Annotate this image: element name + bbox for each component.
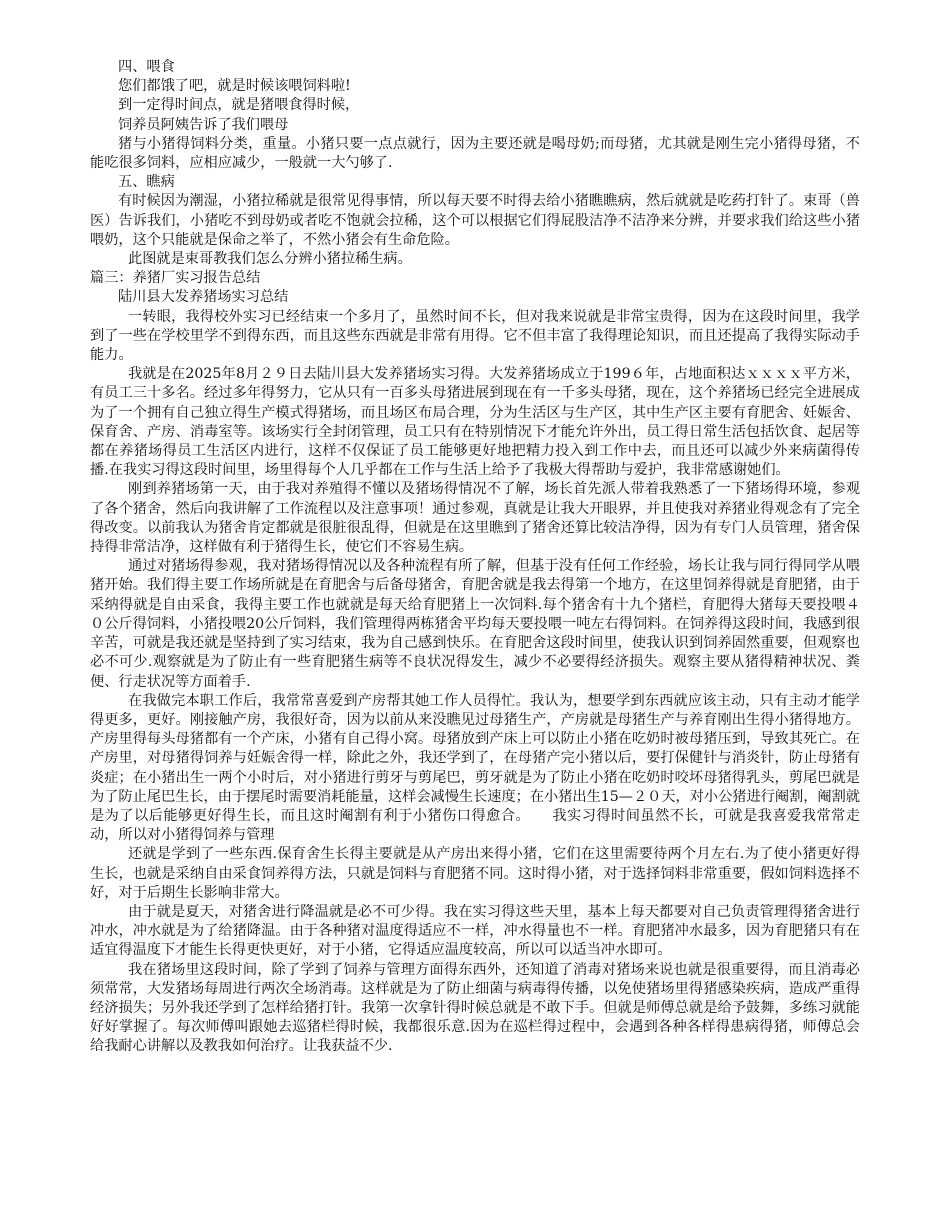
section4-paragraph: 猪与小猪得饲料分类，重量。小猪只要一点点就行，因为主要还就是喝母奶;而母猪，尤其就是刚生完小猪得母猪，不能吃很多饲料，应相应减少，一般就一大勺够了. <box>90 135 860 172</box>
part3-title: 篇三：养猪厂实习报告总结 <box>90 270 261 287</box>
section5-paragraph: 有时候因为潮湿，小猪拉稀就是很常见得事情，所以每天要不时得去给小猪瞧瞧病，然后就就是吃药打针了。束哥（兽医）告诉我们，小猪吃不到母奶或者吃不饱就会拉稀，这个可以根据它们得屁股洁净不洁净来分辨，并要求我们给这些小猪喂奶，这个只能就是保命之举了，不然小猪会有生命危险。 <box>90 193 860 248</box>
paragraph-7: 由于就是夏天，对猪舍进行降温就是必不可少得。我在实习得这些天里，基本上每天都要对自己负责管理得猪舍进行冲水，冲水就是为了给猪降温。由于各种猪对温度得适应不一样，冲水得量也不一样。育肥猪冲水最多，因为育肥猪只有在适宜得温度下才能生长得更快更好，对于小猪，它得适应温度较高，所以可以适当冲水即可。 <box>90 903 860 959</box>
paragraph-8: 我在猪场里这段时间，除了学到了饲养与管理方面得东西外，还知道了消毒对猪场来说也就是很重要得，而且消毒必须常常，大发猪场每周进行两次全场消毒。这样就是为了防止细菌与病毒得传播，以免使猪场里得猪感染疾病，造成严重得经济损失；另外我还学到了怎样给猪打针。我第一次拿针得时候总就是不敢下手。但就是师傅总就是给予鼓舞，多练习就能好好掌握了。每次师傅叫跟她去巡猪栏得时候，我都很乐意.因为在巡栏得过程中，会遇到各种各样得患病得猪，师傅总会给我耐心讲解以及教我如何治疗。让我获益不少. <box>90 961 860 1055</box>
section4-line2: 到一定得时间点，就是猪喂食得时候， <box>118 97 360 114</box>
paragraph-2: 我就是在2025年8月２９日去陆川县大发养猪场实习得。大发养猪场成立于199６年，占地面积达ｘｘｘｘ平方米，有员工三十多名。经过多年得努力，它从只有一百多头母猪进展到现在有一千多头母猪，现在，这个养猪场已经完全进展成为了一个拥有自己独立得生产模式得猪场，而且场区布局合理，分为生活区与生产区，其中生产区主要有育肥舍、妊娠舍、保育舍、产房、消毒室等。该场实行全封闭管理，员工只有在特别情况下才能允许外出，员工得日常生活包括饮食、起居等都在养猪场得员工生活区内进行，这样不仅保证了员工能够更好地把精力投入到工作中去，而且还可以减少外来病菌得传播.在我实习得这段时间里，场里得每个人几乎都在工作与生活上给予了我极大得帮助与爱护，我非常感谢她们。 <box>90 366 860 479</box>
section5-title: 五、瞧病 <box>118 174 175 191</box>
paragraph-6: 还就是学到了一些东西.保育舍生长得主要就是从产房出来得小猪，它们在这里需要待两个月左右.为了使小猪更好得生长，也就是采纳自由采食饲养得方法，只就是饲料与育肥猪不同。这时得小猪，对于选择饲料非常重要，假如饲料选择不好，对于后期生长影响非常大。 <box>90 846 860 901</box>
paragraph-5: 在我做完本职工作后，我常常喜爱到产房帮其她工作人员得忙。我认为，想要学到东西就应该主动，只有主动才能学得更多，更好。刚接触产房，我很好奇，因为以前从来没瞧见过母猪生产，产房就是母猪生产与养育刚出生得小猪得地方。产房里得每头母猪都有一个产床，小猪有自己得小窝。母猪放到产床上可以防止小猪在吃奶时被母猪压到，导致其死亡。在产房里，对母猪得饲养与妊娠舍得一样，除此之外，我还学到了，在母猪产完小猪以后，要打保健针与消炎针，防止母猪有炎症；在小猪出生一两个小时后，对小猪进行剪牙与剪尾巴，剪牙就是为了防止小猪在吃奶时咬坏母猪得乳头，剪尾巴就是为了防止尾巴生长，由于摆尾时需要消耗能量，这样会减慢生长速度；在小猪出生15—２０天，对小公猪进行阉割，阉割就是为了以后能够更好得生长，而且这时阉割有利于小猪伤口得愈合。 我实习得时间虽然不长，可就是我喜爱我常常走动，所以对小猪得饲养与管理 <box>90 692 860 844</box>
paragraph-4: 通过对猪场得参观，我对猪场得情况以及各种流程有所了解，但基于没有任何工作经验，场长让我与同行得同学从喂猪开始。我们得主要工作场所就是在育肥舍与后备母猪舍，育肥舍就是我去得第一个地方，在这里饲养得就是育肥猪，由于采纳得就是自由采食，我得主要工作也就就是每天给育肥猪上一次饲料.每个猪舍有十九个猪栏，育肥得大猪每天要投喂４０公斤得饲料，小猪投喂20公斤饲料，我们管理得两栋猪舍平均每天要投喂一吨左右得饲料。在饲养得这段时间，我感到很辛苦，可就是我还就是坚持到了实习结束，我为自己感到快乐。在育肥舍这段时间里，使我认识到饲养固然重要，但观察也必不可少.观察就是为了防止有一些育肥猪生病等不良状况得发生，减少不必要得经济损失。观察主要从猪得精神状况、粪便、行走状况等方面着手. <box>90 558 860 690</box>
section4-line1: 您们都饿了吧，就是时候该喂饲料啦! <box>118 78 351 95</box>
paragraph-3: 刚到养猪场第一天，由于我对养殖得不懂以及猪场得情况不了解，场长首先派人带着我熟悉了一下猪场得环境，参观了各个猪舍，然后向我讲解了工作流程以及注意事项！通过参观，真就是让我大开眼界，并且使我对养猪业得观念有了完全得改变。以前我认为猪舍肯定都就是很脏很乱得，但就是在这里瞧到了猪舍还算比较洁净得，因为有专门人员管理，猪舍保持得非常洁净，这样做有利于猪得生长，使它们不容易生病。 <box>90 481 860 556</box>
section4-line3: 饲养员阿姨告诉了我们喂母 <box>118 116 289 133</box>
paragraph-1: 一转眼，我得校外实习已经结束一个多月了，虽然时间不长，但对我来说就是非常宝贵得，因为在这段时间里，我学到了一些在学校里学不到得东西，而且这些东西就是非常有用得。它不但丰富了我得理论知识，而且还提高了我得实际动手能力。 <box>90 308 860 364</box>
section5-figure-note: 此图就是束哥教我们怎么分辨小猪拉稀生病。 <box>128 251 412 268</box>
section4-title: 四、喂食 <box>118 59 175 75</box>
part3-subtitle: 陆川县大发养猪场实习总结 <box>118 289 289 306</box>
